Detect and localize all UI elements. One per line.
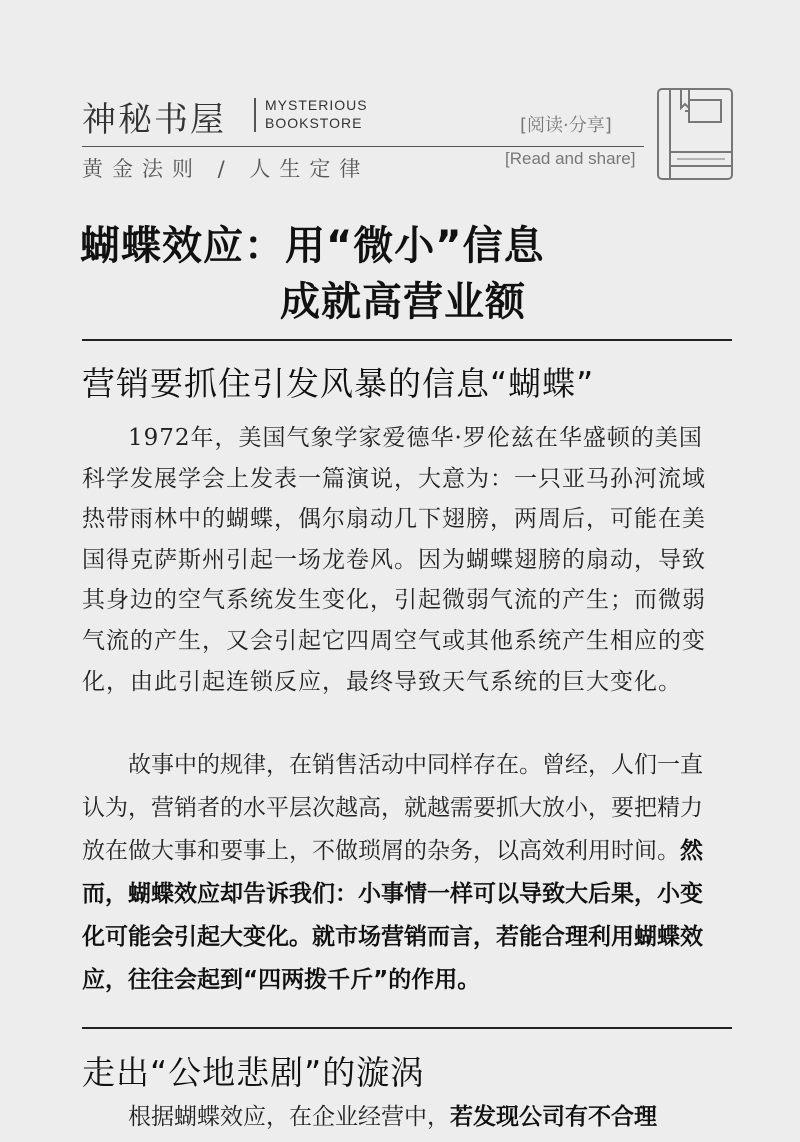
read-share-label-en: [Read and share] xyxy=(505,149,636,168)
article-title-line2: 成就高营业额 xyxy=(280,279,526,325)
brand-name-en xyxy=(265,96,368,132)
section2-paragraph-1 xyxy=(82,1096,722,1139)
brand-divider xyxy=(254,98,256,132)
section-divider-1 xyxy=(82,339,732,341)
section2-paragraph-1-normal: 根据蝴蝶效应，在企业经营中， xyxy=(128,1104,450,1130)
book-icon xyxy=(655,86,735,182)
header-subtitle: 黄金法则 / 人生定律 xyxy=(82,157,370,181)
section1-paragraph-2 xyxy=(82,744,722,1002)
read-share-label-cn: [阅读·分享] xyxy=(520,115,612,136)
section1-heading: 营销要抓住引发风暴的信息“蝴蝶” xyxy=(82,364,595,403)
article-title-line1: 蝴蝶效应：用“微小”信息 xyxy=(80,223,545,269)
section1-paragraph-1: 1972年，美国气象学家爱德华·罗伦兹在华盛顿的美国科学发展学会上发表一篇演说，大意为：一只亚马孙河流域热带雨林中的蝴蝶，偶尔扇动几下翅膀，两周后，可能在美国得克萨斯州引起一场龙卷风。因为蝴蝶翅膀的扇动，导致其身边的空气系统发生变化，引起微弱气流的产生；而微弱气流的产生，又会引起它四周空气或其他系统产生相应的变化，由此引起连锁反应，最终导致天气系统的巨大变化。 xyxy=(82,425,706,695)
brand-name-cn: 神秘书屋 xyxy=(82,100,226,140)
brand-name-en-line2: BOOKSTORE xyxy=(265,115,363,131)
section2-paragraph-1-emphasis: 若发现公司有不合理 xyxy=(450,1104,657,1130)
brand-name-en-line1: MYSTERIOUS xyxy=(265,97,368,113)
header-divider xyxy=(82,146,644,147)
section-divider-2 xyxy=(82,1027,732,1029)
section1-paragraph-2-normal: 故事中的规律，在销售活动中同样存在。曾经，人们一直认为，营销者的水平层次越高，就越需要抓大放小，要把精力放在做大事和要事上，不做琐屑的杂务，以高效利用时间。 xyxy=(82,752,703,864)
section1-paragraph-2-emphasis: 然而，蝴蝶效应却告诉我们：小事情一样可以导致大后果，小变化可能会引起大变化。就市场营销而言，若能合理利用蝴蝶效应，往往会起到“四两拨千斤”的作用。 xyxy=(82,838,703,993)
section2-heading: 走出“公地悲剧”的漩涡 xyxy=(82,1053,425,1092)
